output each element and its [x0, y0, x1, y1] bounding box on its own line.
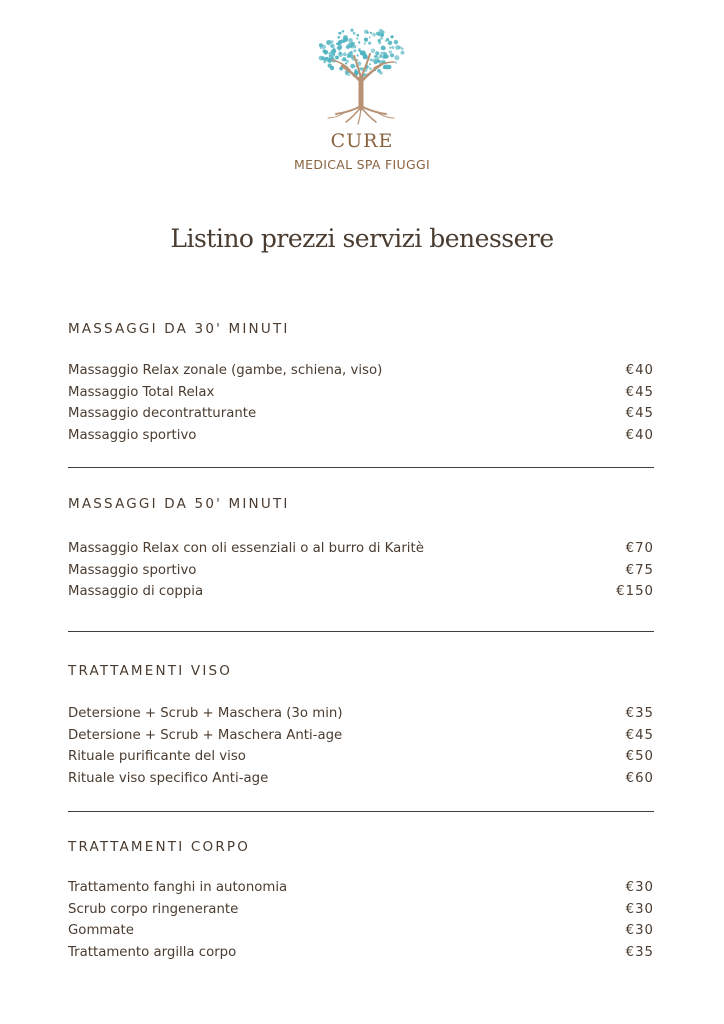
item-price: €150 [616, 584, 654, 600]
list-item [68, 920, 656, 942]
item-name: Rituale viso specifico Anti-age [68, 770, 269, 786]
list-item [68, 425, 656, 447]
section-trattamenti-corpo [68, 837, 656, 963]
section-title: TRATTAMENTI VISO [68, 663, 233, 679]
list-item [68, 560, 656, 582]
item-name: Massaggio Total Relax [68, 384, 215, 400]
price-list [68, 703, 656, 789]
item-price: €45 [625, 727, 654, 743]
price-list [68, 877, 656, 963]
list-item [68, 581, 656, 603]
item-name: Rituale purificante del viso [68, 749, 246, 765]
item-name: Gommate [68, 923, 134, 939]
section-title: TRATTAMENTI CORPO [68, 839, 251, 855]
tree-of-life-icon [314, 22, 408, 126]
item-price: €40 [625, 427, 654, 443]
list-item [68, 360, 656, 382]
page-title: Listino prezzi servizi benessere [170, 224, 554, 253]
item-name: Massaggio decontratturante [68, 406, 257, 422]
list-item [68, 538, 656, 560]
price-list [68, 538, 656, 603]
section-divider [68, 811, 654, 812]
item-price: €70 [625, 541, 654, 557]
item-name: Massaggio Relax con oli essenziali o al burro di Karitè [68, 541, 424, 557]
item-name: Detersione + Scrub + Maschera (3o min) [68, 706, 343, 722]
item-name: Scrub corpo ringenerante [68, 901, 239, 917]
item-price: €60 [625, 770, 654, 786]
section-divider [68, 467, 654, 468]
item-name: Detersione + Scrub + Maschera Anti-age [68, 727, 343, 743]
item-price: €30 [625, 880, 654, 896]
section-massaggi-50 [68, 494, 656, 603]
section-trattamenti-viso [68, 661, 656, 789]
item-name: Trattamento argilla corpo [68, 944, 237, 960]
list-item [68, 768, 656, 790]
item-price: €45 [625, 406, 654, 422]
item-name: Trattamento fanghi in autonomia [68, 880, 288, 896]
list-item [68, 403, 656, 425]
brand-name: CURE [330, 130, 394, 152]
item-price: €50 [625, 749, 654, 765]
item-price: €30 [625, 923, 654, 939]
item-price: €30 [625, 901, 654, 917]
list-item [68, 703, 656, 725]
list-item [68, 899, 656, 921]
item-name: Massaggio di coppia [68, 584, 204, 600]
item-name: Massaggio sportivo [68, 427, 197, 443]
list-item [68, 382, 656, 404]
item-price: €35 [625, 706, 654, 722]
item-price: €75 [625, 562, 654, 578]
list-item [68, 942, 656, 964]
price-list [68, 360, 656, 446]
item-price: €45 [625, 384, 654, 400]
section-title: MASSAGGI DA 30' MINUTI [68, 321, 290, 337]
section-divider [68, 631, 654, 632]
section-massaggi-30 [68, 319, 656, 446]
list-item [68, 725, 656, 747]
item-price: €35 [625, 944, 654, 960]
brand-subtitle: MEDICAL SPA FIUGGI [294, 157, 430, 172]
list-item [68, 877, 656, 899]
section-title: MASSAGGI DA 50' MINUTI [68, 496, 290, 512]
item-name: Massaggio Relax zonale (gambe, schiena, viso) [68, 363, 383, 379]
item-name: Massaggio sportivo [68, 562, 197, 578]
item-price: €40 [625, 363, 654, 379]
list-item [68, 746, 656, 768]
